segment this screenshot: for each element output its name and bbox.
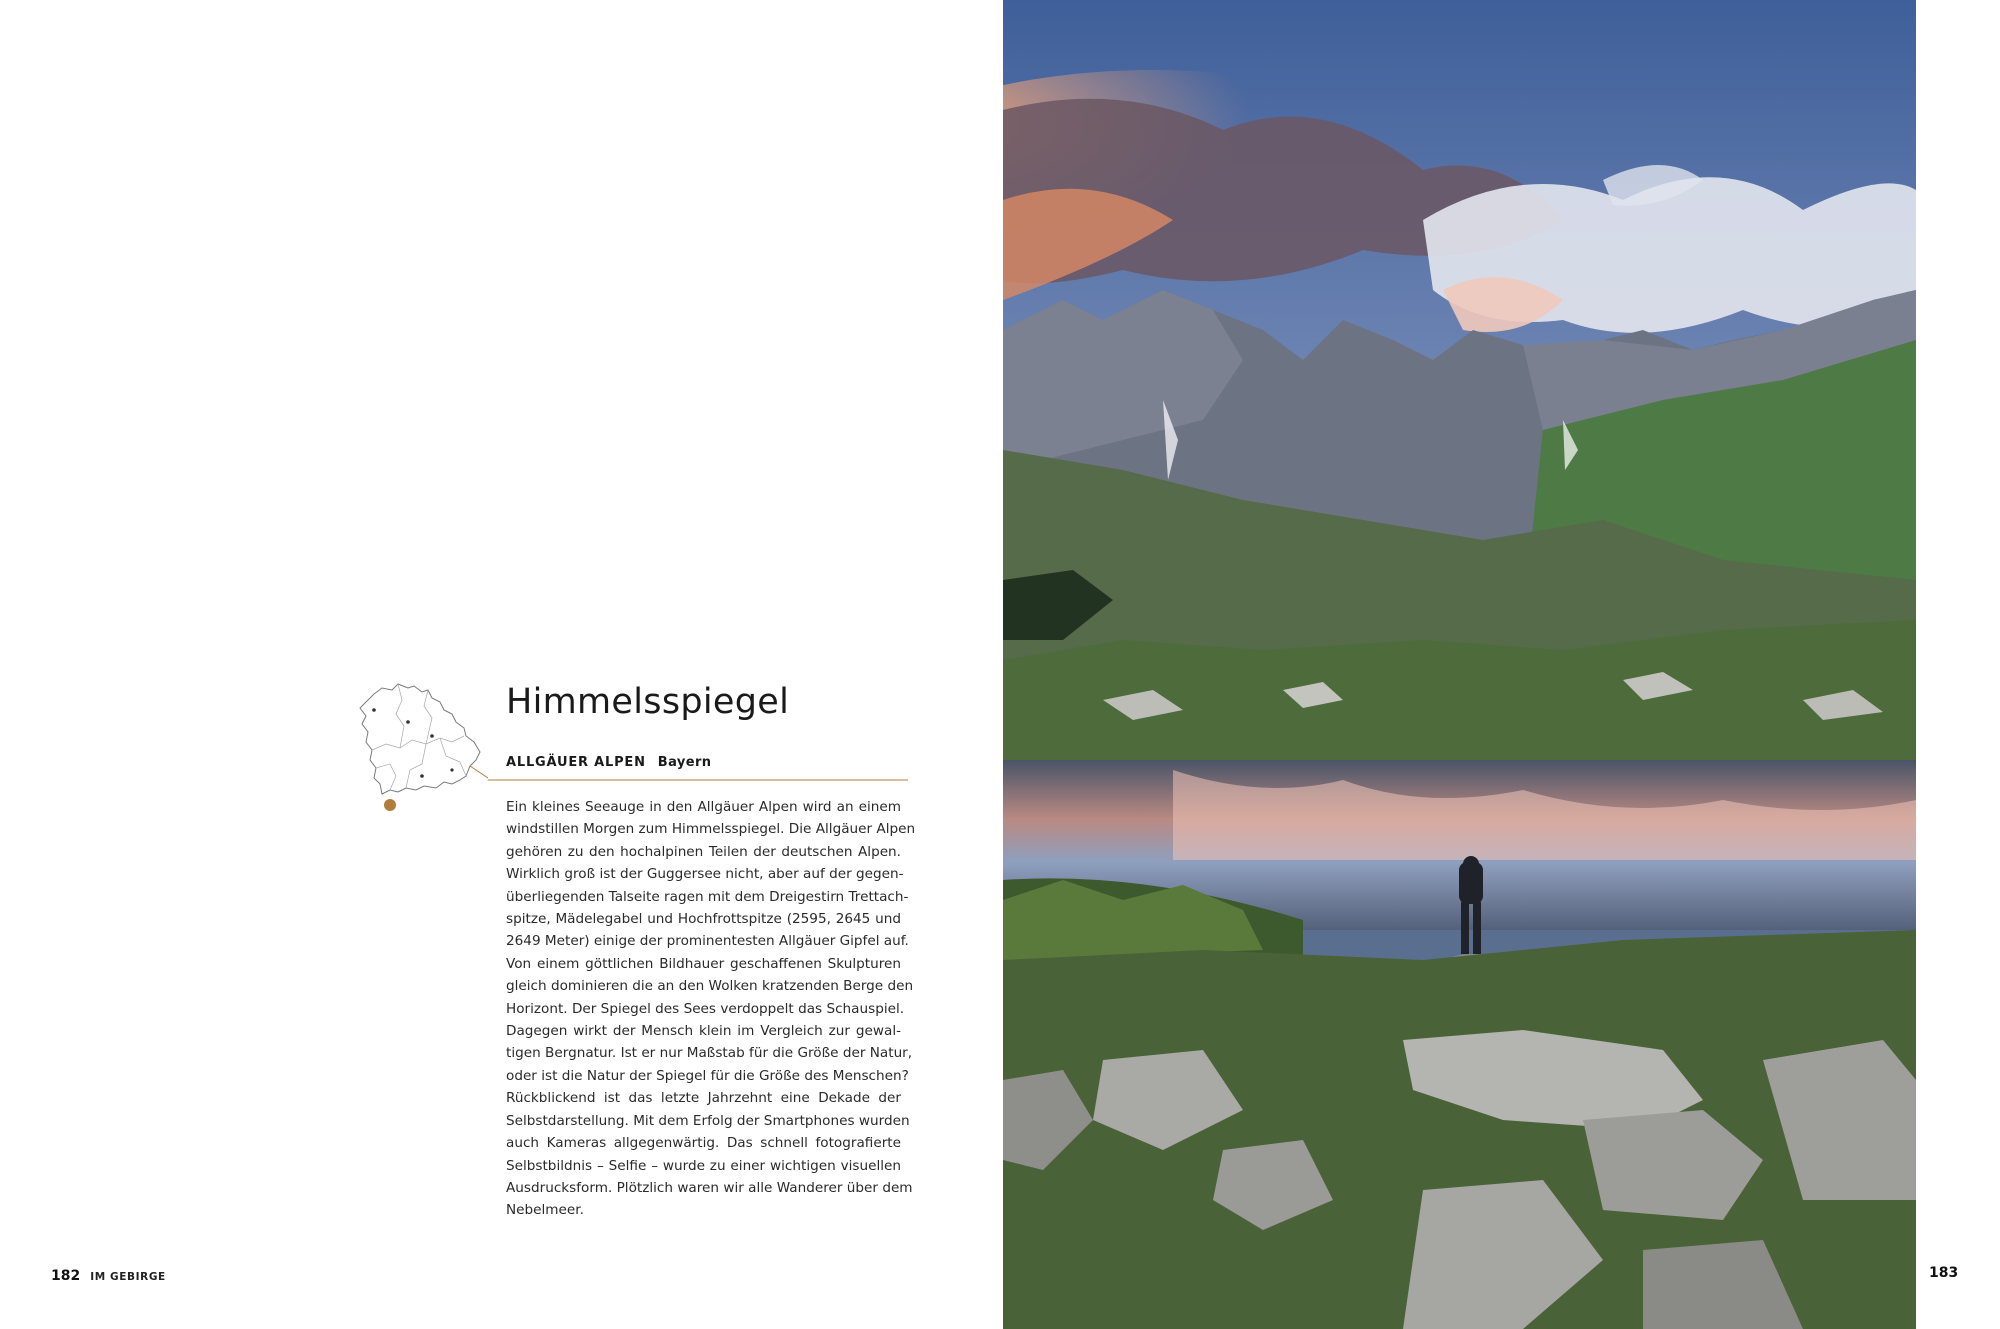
right-page — [1003, 0, 2000, 1329]
title-rule — [488, 778, 908, 782]
body-line: Horizont. Der Spiegel des Sees verdoppelt das Schauspiel. — [506, 1000, 905, 1017]
section-label: IM GEBIRGE — [90, 1271, 166, 1283]
bavaria-locator-map-icon — [352, 680, 488, 815]
body-line: spitze, Mädelegabel und Hochfrottspitze (2595, 2645 und — [506, 911, 901, 928]
body-line: auch Kameras allgegenwärtig. Das schnell fotografierte — [506, 1135, 901, 1152]
body-line: Dagegen wirkt der Mensch klein im Vergleich zur gewal- — [506, 1023, 901, 1040]
mountain-lake-photo — [1003, 0, 1916, 1329]
body-line: Ein kleines Seeauge in den Allgäuer Alpen wird an einem — [506, 799, 901, 815]
location-subtitle — [506, 755, 711, 770]
body-line: Wirklich groß ist der Guggersee nicht, aber auf der gegen- — [506, 866, 904, 883]
body-text — [506, 796, 916, 1222]
left-folio — [51, 1265, 166, 1284]
right-page-number: 183 — [1929, 1265, 1959, 1281]
body-line: Nebelmeer. — [506, 1202, 584, 1219]
page-number: 182 — [51, 1268, 81, 1284]
state-label: Bayern — [657, 755, 712, 770]
body-line: windstillen Morgen zum Himmelsspiegel. Die Allgäuer Alpen — [506, 821, 916, 838]
body-line: gehören zu den hochalpinen Teilen der deutschen Alpen. — [506, 843, 901, 860]
body-line: Rückblickend ist das letzte Jahrzehnt eine Dekade der — [506, 1090, 901, 1107]
location-dot-icon — [384, 799, 396, 811]
body-line: Ausdrucksform. Plötzlich waren wir alle Wanderer über dem — [506, 1179, 913, 1196]
body-line: oder ist die Natur der Spiegel für die Größe des Menschen? — [506, 1067, 909, 1084]
body-line: tigen Bergnatur. Ist er nur Maßstab für die Größe der Natur, — [506, 1045, 913, 1062]
body-line: 2649 Meter) einige der prominentesten Allgäuer Gipfel auf. — [506, 933, 909, 950]
body-line: Selbstbildnis – Selfie – wurde zu einer wichtigen visuellen — [506, 1157, 901, 1174]
body-line: überliegenden Talseite ragen mit dem Dreigestirn Trettach- — [506, 888, 909, 905]
body-line: Selbstdarstellung. Mit dem Erfolg der Smartphones wurden — [506, 1112, 910, 1129]
body-line: Von einem göttlichen Bildhauer geschaffenen Skulpturen — [506, 955, 901, 972]
page-title: Himmelsspiegel — [506, 682, 790, 722]
region-label: ALLGÄUER ALPEN — [506, 755, 646, 770]
body-line: gleich dominieren die an den Wolken kratzenden Berge den — [506, 978, 914, 995]
